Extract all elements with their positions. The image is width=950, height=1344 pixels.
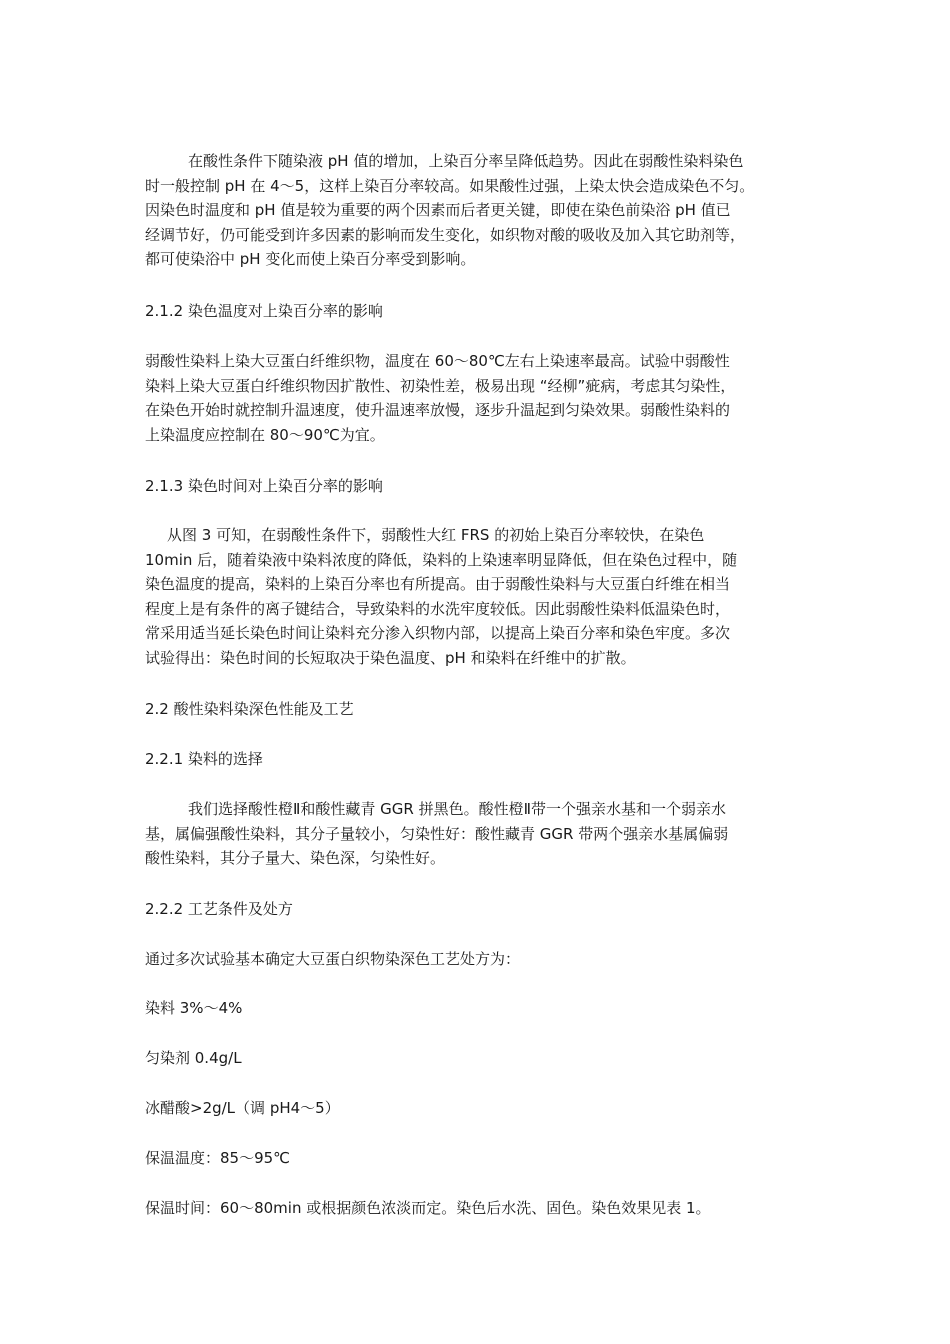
paragraph-temperature [145,349,815,447]
text-line: 染料上染大豆蛋白纤维织物因扩散性、初染性差，极易出现 “经柳”疵病，考虑其匀染性， [145,376,736,395]
text-line: 从图 3 可知，在弱酸性条件下，弱酸性大红 FRS 的初始上染百分率较快，在染色 [167,526,705,544]
paragraph-ph-effect [145,149,815,272]
text-line: 在酸性条件下随染液 pH 值的增加，上染百分率呈降低趋势。因此在弱酸性染料染色 [188,152,744,170]
text-line: 在染色开始时就控制升温速度，使升温速率放慢，逐步升温起到匀染效果。弱酸性染料的 [145,401,731,419]
text-line: 经调节好，仍可能受到许多因素的影响而发生变化，如织物对酸的吸收及加入其它助剂等， [145,225,746,244]
text-line: 时一般控制 pH 在 4～5，这样上染百分率较高。如果酸性过强，上染太快会造成染色不匀。 [145,176,755,195]
recipe-temperature [145,1146,815,1171]
text-line: 常采用适当延长染色时间让染料充分渗入织物内部，以提高上染百分率和染色牢度。多次 [145,624,731,642]
text-line: 程度上是有条件的离子键结合，导致染料的水洗牢度较低。因此弱酸性染料低温染色时， [145,599,731,618]
heading-2-1-3 [145,474,815,499]
heading-2-2-2 [145,897,815,922]
text-line: 因染色时温度和 pH 值是较为重要的两个因素而后者更关键，即使在染色前染浴 pH 值已 [145,201,731,219]
text-line: 10min 后，随着染液中染料浓度的降低，染料的上染速率明显降低，但在染色过程中，随 [145,550,738,569]
text-line: 都可使染浴中 pH 变化而使上染百分率受到影响。 [145,250,476,268]
section-heading: 2.2 酸性染料染深色性能及工艺 [145,700,354,718]
section-heading: 2.2.2 工艺条件及处方 [145,900,293,918]
text-line: 基，属偏强酸性染料，其分子量较小，匀染性好：酸性藏青 GGR 带两个强亲水基属偏弱 [145,824,729,843]
text-line: 试验得出：染色时间的长短取决于染色温度、pH 和染料在纤维中的扩散。 [145,648,636,667]
text-line: 上染温度应控制在 80～90℃为宜。 [145,425,385,444]
heading-2-1-2 [145,299,815,324]
section-heading: 2.2.1 染料的选择 [145,750,263,768]
heading-2-2-1 [145,747,815,772]
section-heading: 2.1.2 染色温度对上染百分率的影响 [145,302,383,320]
recipe-dye [145,996,815,1021]
recipe-item: 染料 3%～4% [145,999,243,1017]
recipe-item: 保温温度：85～95℃ [145,1149,291,1167]
paragraph-recipe-intro [145,947,815,972]
recipe-time [145,1196,815,1221]
section-heading: 2.1.3 染色时间对上染百分率的影响 [145,477,383,495]
text-line: 通过多次试验基本确定大豆蛋白织物染深色工艺处方为： [145,950,521,968]
recipe-leveling-agent [145,1046,815,1071]
text-line: 酸性染料，其分子量大、染色深，匀染性好。 [145,849,446,867]
text-line: 我们选择酸性橙Ⅱ和酸性藏青 GGR 拼黑色。酸性橙Ⅱ带一个强亲水基和一个弱亲水 [188,800,726,818]
text-line: 染色温度的提高，染料的上染百分率也有所提高。由于弱酸性染料与大豆蛋白纤维在相当 [145,575,731,593]
heading-2-2 [145,697,815,722]
text-line: 弱酸性染料上染大豆蛋白纤维织物，温度在 60～80℃左右上染速率最高。试验中弱酸性 [145,352,730,370]
recipe-item: 匀染剂 0.4g/L [145,1049,242,1067]
paragraph-time [145,523,815,670]
recipe-item: 保温时间：60～80min 或根据颜色浓淡而定。染色后水洗、固色。染色效果见表 1。 [145,1199,711,1217]
paragraph-dye-selection [145,797,815,871]
recipe-item: 冰醋酸>2g/L（调 pH4～5） [145,1099,340,1117]
recipe-acetic-acid [145,1096,815,1121]
